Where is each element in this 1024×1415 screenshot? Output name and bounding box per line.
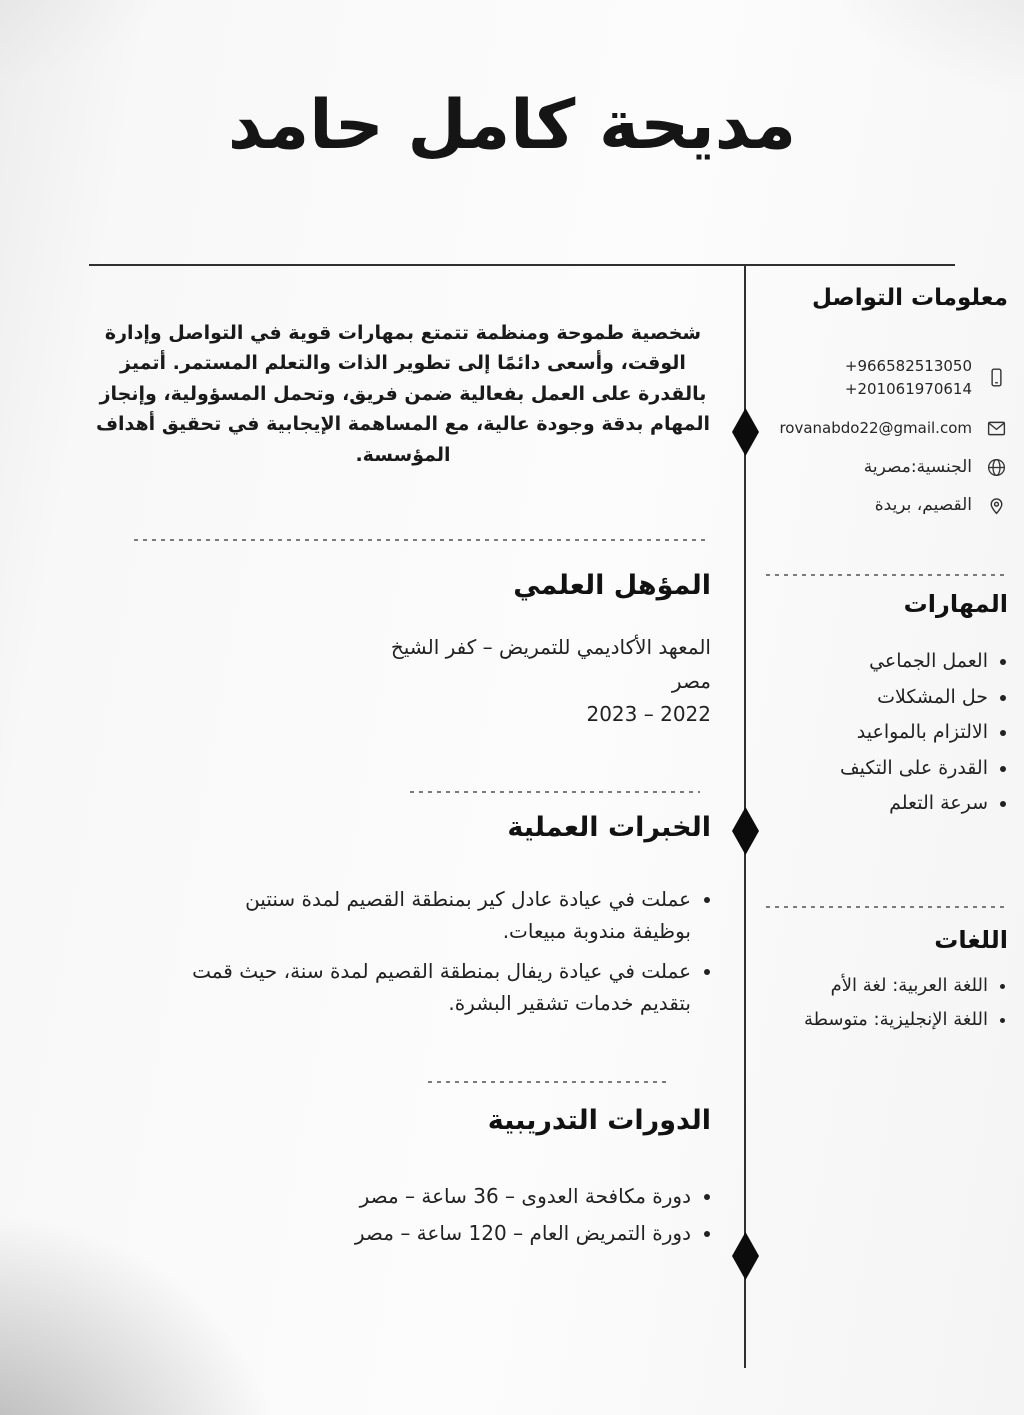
section-dashed-divider [428,1081,666,1083]
experience-section [95,812,711,1027]
globe-icon [984,457,1008,478]
courses-list [261,1178,711,1252]
courses-heading: الدورات التدريبية [487,1105,711,1136]
experience-item: • عملت في عيادة ريفال بمنطقة القصيم لمدة سنة، حيث قمت بتقديم خدمات تشقير البشرة. [191,955,691,1019]
contact-phones [845,355,972,400]
courses-section [95,1105,711,1252]
course-item: • دورة التمريض العام – 120 ساعة – مصر [261,1215,691,1252]
languages-heading: اللغات [934,926,1008,954]
location-pin-icon [984,495,1008,516]
languages-list [756,972,1008,1033]
language-item: • اللغة الإنجليزية: متوسطة [756,1006,988,1033]
skill-item: • سرعة التعلم [756,790,988,818]
education-section [95,570,711,732]
contact-phone-1: +966582513050 [844,357,972,375]
experience-list [191,883,711,1019]
contact-email-row [756,417,1008,440]
skill-item: • القدرة على التكيف [756,755,988,783]
section-dashed-divider [134,539,708,541]
top-divider-line [89,264,955,266]
contact-location-row [756,495,1008,516]
contact-phone-2: +201061970614 [844,379,972,398]
skills-section [756,590,1008,826]
education-country: مصر [671,668,711,693]
contact-heading: معلومات التواصل [812,285,1008,311]
languages-section [756,926,1008,1040]
contact-section [756,285,1008,533]
section-dashed-divider [410,791,700,793]
course-item: • دورة مكافحة العدوى – 36 ساعة – مصر [261,1178,691,1215]
page-title: مديحة كامل حامد [227,86,797,165]
contact-nationality: الجنسية:مصرية [863,457,972,477]
skill-item: • الالتزام بالمواعيد [756,719,988,747]
skill-item: • العمل الجماعي [756,648,988,676]
contact-phone-row [756,355,1008,400]
skill-item: • حل المشكلات [756,684,988,712]
skills-list [756,648,1008,818]
education-heading: المؤهل العلمي [513,570,711,601]
experience-heading: الخبرات العملية [507,812,711,843]
contact-location: القصيم، بريدة [874,495,972,515]
contact-email: rovanabdo22@gmail.com [779,419,972,437]
diamond-marker-icon [732,807,759,855]
sidebar-dashed-divider [766,906,1004,908]
profile-summary: شخصية طموحة ومنظمة تتمتع بمهارات قوية في التواصل وإدارة الوقت، وأسعى دائمًا إلى تطوير الذات والتعلم المستمر. أتميز بالقدرة على العمل بفعالية ضمن فريق، وتحمل المسؤولية، وإنجاز المهام بدقة وجودة عالية، مع المساهمة الإيجابية في تحقيق أهداف المؤسسة. [95,322,711,466]
language-item: • اللغة العربية: لغة الأم [756,972,988,999]
email-icon [984,418,1008,439]
sidebar-dashed-divider [766,574,1004,576]
diamond-marker-icon [732,1232,759,1280]
contact-nationality-row [756,457,1008,478]
education-years: 2022 – 2023 [586,702,711,727]
diamond-marker-icon [732,408,759,456]
education-institution: المعهد الأكاديمي للتمريض – كفر الشيخ [390,635,711,659]
experience-item: • عملت في عيادة عادل كير بمنطقة القصيم لمدة سنتين بوظيفة مندوبة مبيعات. [191,883,691,947]
phone-icon [984,367,1008,388]
skills-heading: المهارات [903,590,1008,618]
